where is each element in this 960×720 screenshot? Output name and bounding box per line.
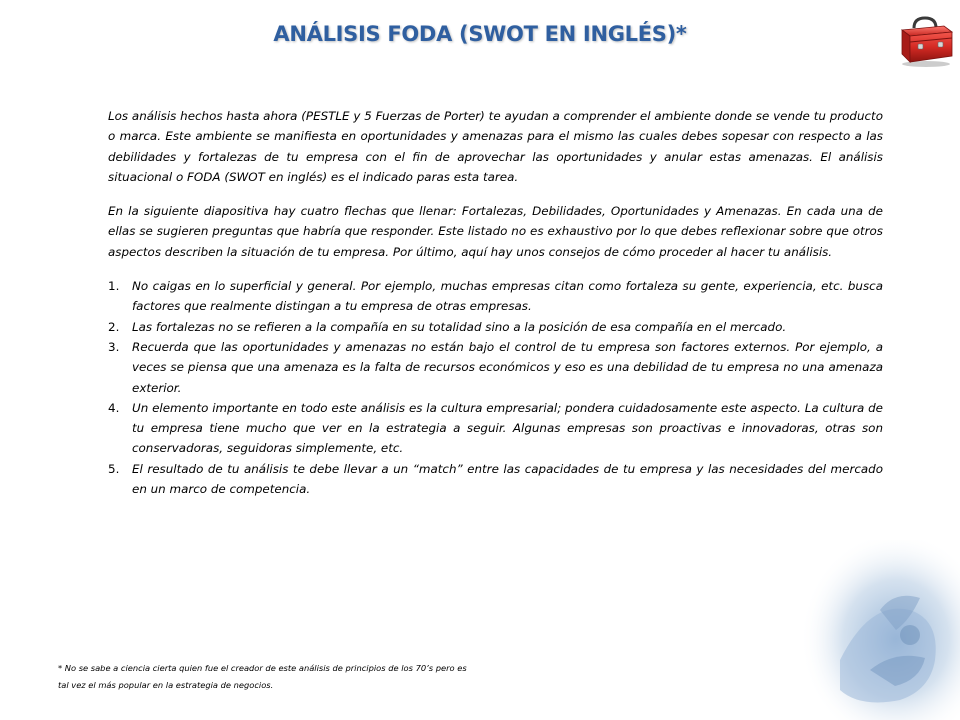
list-item [108, 398, 883, 459]
footnote-line: tal vez el más popular en la estrategia de negocios. [58, 680, 274, 690]
slide-title: ANÁLISIS FODA (SWOT EN INGLÉS)* [273, 22, 687, 46]
list-item-text: Recuerda que las oportunidades y amenazas no están bajo el control de tu empresa son factores externos. Por ejemplo, a veces se piensa que una amenaza es la falta de recursos económicos y eso es una debilidad de tu empresa no una amenaza exterior. [132, 339, 883, 395]
list-item-text: No caigas en lo superficial y general. Por ejemplo, muchas empresas citan como fortaleza su gente, experiencia, etc. busca factores que realmente distingan a tu empresa de otras empresas. [132, 279, 883, 314]
body-text [108, 106, 883, 499]
list-item-text: Las fortalezas no se refieren a la compañía en su totalidad sino a la posición de esa compañía en el mercado. [132, 319, 787, 334]
list-item-text: El resultado de tu análisis te debe llevar a un “match” entre las capacidades de tu empresa y las necesidades del mercado en un marco de competencia. [132, 461, 883, 497]
footnote-line: * No se sabe a ciencia cierta quien fue el creador de este análisis de principios de los 70’s pero es [58, 663, 467, 673]
list-item-number: 2. [108, 319, 120, 334]
list-item-text: Un elemento importante en todo este análisis es la cultura empresarial; pondera cuidadosamente este aspecto. La cultura de tu empresa tiene mucho que ver en la estrategia a seguir. Algunas empresas son proactivas e innovadoras, otras son conservadoras, seguidoras simplemente, etc. [132, 400, 883, 456]
list-item-number: 1. [108, 279, 120, 294]
tips-list [108, 276, 883, 499]
list-item-number: 4. [108, 400, 120, 415]
intro-paragraph: Los análisis hechos hasta ahora (PESTLE y 5 Fuerzas de Porter) te ayudan a comprender el ambiente donde se vende tu producto o marca. Este ambiente se manifiesta en oportunidades y amenazas para el mismo las cuales debes sopesar con respecto a las debilidades y fortalezas de tu empresa con el fin de aprovechar las oportunidades y anular estas amenazas. El análisis situacional o FODA (SWOT en inglés) es el indicado paras esta tarea. [108, 109, 883, 184]
list-item [108, 459, 883, 500]
list-item-number: 3. [108, 339, 120, 354]
list-item-number: 5. [108, 461, 120, 476]
list-item [108, 337, 883, 398]
instructions-paragraph: En la siguiente diapositiva hay cuatro flechas que llenar: Fortalezas, Debilidades, Oportunidades y Amenazas. En cada una de ellas se sugieren preguntas que habría que responder. Este listado no es exhaustivo por lo que debes reflexionar sobre que otros aspectos describen la situación de tu empresa. Por último, aquí hay unos consejos de cómo proceder al hacer tu análisis. [108, 204, 883, 259]
toolbox-icon [894, 14, 956, 68]
decorative-figure [800, 540, 960, 720]
list-item [108, 276, 883, 317]
list-item [108, 317, 883, 337]
footnote [58, 660, 578, 694]
